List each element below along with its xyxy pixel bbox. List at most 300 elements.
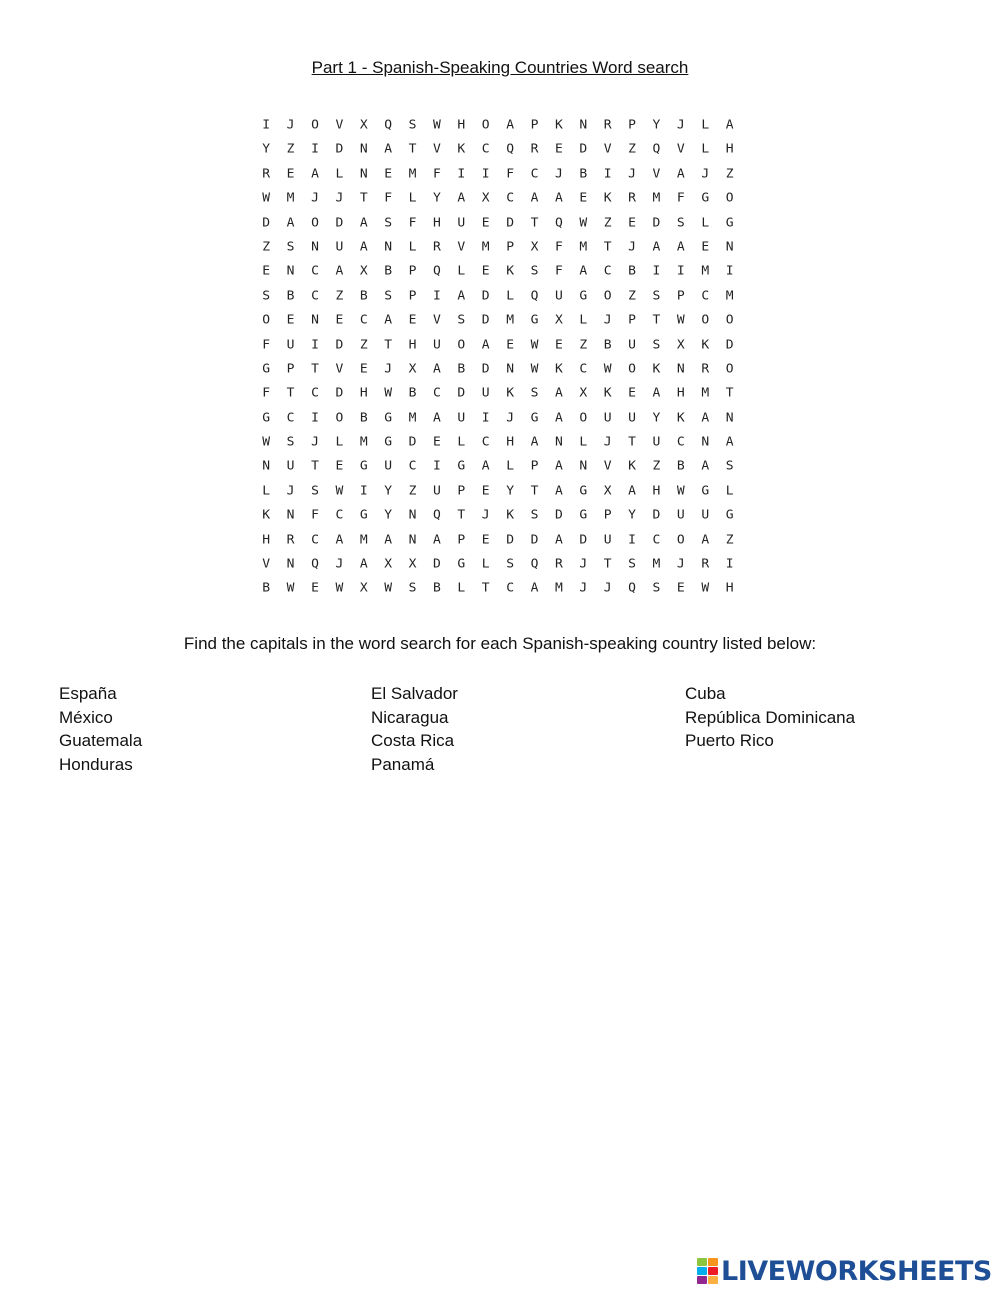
grid-letter: L xyxy=(725,484,734,498)
grid-letter: K xyxy=(262,508,271,523)
grid-letter: I xyxy=(262,118,271,133)
grid-letter: V xyxy=(676,142,685,157)
grid-letter: I xyxy=(481,167,490,181)
grid-letter: W xyxy=(676,484,685,498)
grid-letter: G xyxy=(701,484,710,498)
grid-letter: I xyxy=(652,264,661,279)
grid-letter: R xyxy=(554,557,563,572)
grid-letter: G xyxy=(579,508,588,523)
grid-letter: U xyxy=(433,337,441,352)
grid-letter: C xyxy=(335,508,344,523)
logo-block xyxy=(708,1276,718,1284)
grid-letter: I xyxy=(676,264,685,279)
grid-letter: I xyxy=(359,484,368,498)
grid-letter: L xyxy=(408,240,417,255)
grid-letter: H xyxy=(725,142,734,157)
grid-letter: J xyxy=(579,557,588,572)
grid-letter: A xyxy=(701,532,710,547)
grid-letter: O xyxy=(676,532,685,547)
grid-letter: C xyxy=(652,532,661,547)
grid-letter: N xyxy=(554,435,563,450)
grid-letter: A xyxy=(384,142,393,157)
grid-letter: C xyxy=(311,386,319,401)
grid-letter: D xyxy=(506,215,515,230)
grid-letter: G xyxy=(530,410,539,425)
grid-letter: W xyxy=(262,191,271,206)
grid-letter: S xyxy=(506,557,515,572)
grid-letter: A xyxy=(311,167,319,181)
grid-letter: F xyxy=(506,167,515,181)
grid-letter: H xyxy=(725,581,734,596)
grid-letter: K xyxy=(628,459,636,474)
grid-letter: A xyxy=(652,240,661,255)
grid-letter: M xyxy=(701,264,710,279)
grid-letter: A xyxy=(701,459,710,474)
grid-letter: G xyxy=(701,191,710,206)
grid-letter: A xyxy=(725,118,734,133)
grid-letter: U xyxy=(433,484,441,498)
grid-letter: E xyxy=(311,581,319,596)
grid-letter: A xyxy=(335,264,344,279)
country-item: Honduras xyxy=(59,754,133,774)
grid-letter: K xyxy=(652,362,661,376)
grid-letter: M xyxy=(359,435,368,450)
grid-letter: B xyxy=(359,289,368,303)
grid-letter: P xyxy=(676,289,685,303)
worksheet-title: Part 1 - Spanish-Speaking Countries Word search xyxy=(311,58,689,77)
grid-letter: J xyxy=(603,435,612,450)
grid-letter: C xyxy=(603,264,612,279)
grid-letter: W xyxy=(579,215,588,230)
grid-letter: Q xyxy=(554,215,563,230)
grid-letter: S xyxy=(652,337,661,352)
grid-letter: A xyxy=(457,289,466,303)
grid-letter: A xyxy=(359,215,368,230)
grid-letter: B xyxy=(433,581,441,596)
grid-letter: F xyxy=(554,264,563,279)
grid-letter: A xyxy=(554,410,563,425)
grid-letter: N xyxy=(286,557,295,572)
grid-letter: G xyxy=(725,508,734,523)
grid-letter: O xyxy=(725,191,734,206)
grid-letter: J xyxy=(628,240,636,255)
grid-letter: M xyxy=(725,289,734,303)
grid-letter: B xyxy=(286,289,295,303)
grid-letter: K xyxy=(506,508,515,523)
grid-letter: N xyxy=(725,410,734,425)
grid-letter: U xyxy=(628,410,636,425)
grid-letter: O xyxy=(701,313,710,328)
grid-letter: N xyxy=(408,532,417,547)
grid-letter: G xyxy=(384,435,393,450)
grid-letter: D xyxy=(335,386,344,401)
grid-letter: U xyxy=(603,410,612,425)
grid-letter: P xyxy=(530,118,539,133)
grid-letter: D xyxy=(579,142,588,157)
grid-letter: Y xyxy=(433,191,441,206)
grid-letter: S xyxy=(457,313,466,328)
grid-letter: H xyxy=(408,337,417,352)
grid-letter: D xyxy=(530,532,539,547)
grid-letter: O xyxy=(335,410,344,425)
grid-letter: G xyxy=(530,313,539,328)
grid-letter: W xyxy=(286,581,295,596)
grid-letter: A xyxy=(506,118,515,133)
grid-letter: Y xyxy=(652,118,661,133)
grid-letter: L xyxy=(506,459,515,474)
grid-letter: S xyxy=(262,289,271,303)
grid-letter: K xyxy=(603,386,612,401)
grid-letter: E xyxy=(286,313,295,328)
grid-letter: J xyxy=(506,410,515,425)
grid-letter: N xyxy=(725,240,734,255)
grid-letter: Z xyxy=(335,289,344,303)
grid-letter: F xyxy=(433,167,441,181)
country-item: Costa Rica xyxy=(371,731,455,750)
grid-letter: L xyxy=(506,289,515,303)
grid-letter: Z xyxy=(359,337,368,352)
grid-letter: G xyxy=(359,459,368,474)
grid-letter: A xyxy=(554,459,563,474)
grid-letter: G xyxy=(457,459,466,474)
grid-letter: V xyxy=(457,240,466,255)
grid-letter: N xyxy=(579,459,588,474)
country-column-3 xyxy=(685,682,855,753)
grid-letter: L xyxy=(457,581,466,596)
grid-letter: S xyxy=(384,289,393,303)
grid-letter: E xyxy=(554,142,563,157)
grid-letter: U xyxy=(628,337,636,352)
grid-letter: Q xyxy=(530,289,539,303)
grid-letter: Z xyxy=(725,167,734,181)
grid-letter: W xyxy=(384,386,393,401)
instructions: Find the capitals in the word search for each Spanish-speaking country listed below: xyxy=(183,634,817,653)
grid-letter: A xyxy=(530,435,539,450)
grid-letter: S xyxy=(384,215,393,230)
grid-letter: C xyxy=(506,581,515,596)
grid-letter: Y xyxy=(262,142,271,157)
logo-text: LIVEWORKSHEETS xyxy=(721,1255,992,1287)
grid-letter: Y xyxy=(652,410,661,425)
liveworksheets-logo xyxy=(697,1257,992,1285)
grid-letter: M xyxy=(286,191,295,206)
grid-letter: W xyxy=(530,362,539,376)
grid-letter: A xyxy=(554,484,563,498)
country-item: España xyxy=(59,684,117,703)
logo-block xyxy=(697,1267,707,1275)
grid-letter: Y xyxy=(384,484,393,498)
grid-letter: V xyxy=(603,142,612,157)
grid-letter: A xyxy=(335,532,344,547)
grid-letter: J xyxy=(579,581,588,596)
logo-block xyxy=(697,1276,707,1284)
grid-letter: V xyxy=(433,142,441,157)
country-item: Nicaragua xyxy=(371,707,449,727)
grid-letter: U xyxy=(603,532,612,547)
grid-letter: X xyxy=(579,386,588,401)
grid-letter: I xyxy=(311,410,319,425)
grid-letter: Z xyxy=(652,459,661,474)
grid-letter: E xyxy=(701,240,710,255)
grid-letter: B xyxy=(628,264,636,279)
grid-letter: U xyxy=(652,435,661,450)
grid-letter: L xyxy=(701,215,710,230)
grid-letter: K xyxy=(676,410,685,425)
grid-letter: B xyxy=(676,459,685,474)
grid-letter: E xyxy=(286,167,295,181)
grid-letter: J xyxy=(701,167,710,181)
grid-letter: E xyxy=(433,435,441,450)
grid-letter: S xyxy=(408,581,417,596)
grid-letter: I xyxy=(725,264,734,279)
grid-letter: J xyxy=(286,118,295,133)
grid-letter: Z xyxy=(603,215,612,230)
grid-letter: N xyxy=(311,313,319,328)
grid-letter: P xyxy=(603,508,612,523)
grid-letter: D xyxy=(579,532,588,547)
grid-letter: I xyxy=(457,167,466,181)
grid-letter: A xyxy=(628,484,636,498)
grid-letter: L xyxy=(457,264,466,279)
grid-letter: S xyxy=(676,215,685,230)
grid-letter: I xyxy=(603,167,612,181)
grid-letter: W xyxy=(384,581,393,596)
grid-letter: P xyxy=(628,118,636,133)
grid-letter: M xyxy=(408,167,417,181)
grid-letter: A xyxy=(701,410,710,425)
grid-letter: H xyxy=(359,386,368,401)
grid-letter: C xyxy=(481,142,490,157)
grid-letter: D xyxy=(554,508,563,523)
grid-letter: U xyxy=(384,459,393,474)
grid-letter: G xyxy=(457,557,466,572)
grid-letter: R xyxy=(262,167,271,181)
grid-letter: Z xyxy=(628,142,636,157)
grid-letter: B xyxy=(579,167,588,181)
grid-letter: I xyxy=(628,532,636,547)
logo-block xyxy=(708,1258,718,1266)
grid-letter: J xyxy=(628,167,636,181)
grid-letter: G xyxy=(262,410,271,425)
grid-letter: M xyxy=(408,410,417,425)
grid-letter: Z xyxy=(408,484,417,498)
grid-letter: M xyxy=(481,240,490,255)
grid-letter: D xyxy=(262,215,271,230)
grid-letter: N xyxy=(359,167,368,181)
grid-letter: U xyxy=(457,215,466,230)
grid-letter: G xyxy=(579,484,588,498)
grid-letter: X xyxy=(359,581,368,596)
grid-letter: D xyxy=(652,215,661,230)
grid-letter: O xyxy=(311,118,319,133)
grid-letter: E xyxy=(554,337,563,352)
grid-letter: T xyxy=(311,362,319,376)
grid-letter: F xyxy=(311,508,319,523)
grid-letter: I xyxy=(433,289,441,303)
grid-letter: I xyxy=(481,410,490,425)
grid-letter: E xyxy=(481,484,490,498)
grid-letter: S xyxy=(286,435,295,450)
grid-letter: S xyxy=(286,240,295,255)
grid-letter: N xyxy=(408,508,417,523)
grid-letter: Z xyxy=(725,532,734,547)
grid-letter: P xyxy=(408,289,417,303)
grid-letter: S xyxy=(725,459,734,474)
grid-letter: O xyxy=(579,410,588,425)
grid-letter: Z xyxy=(579,337,588,352)
grid-letter: E xyxy=(628,386,636,401)
grid-letter: X xyxy=(603,484,612,498)
grid-letter: C xyxy=(506,191,515,206)
country-item: Panamá xyxy=(371,754,435,774)
grid-letter: D xyxy=(457,386,466,401)
grid-letter: Y xyxy=(384,508,393,523)
grid-letter: S xyxy=(311,484,319,498)
grid-letter: P xyxy=(457,484,466,498)
grid-letter: T xyxy=(603,240,612,255)
grid-letter: A xyxy=(359,240,368,255)
grid-letter: Z xyxy=(628,289,636,303)
grid-letter: J xyxy=(286,484,295,498)
grid-letter: N xyxy=(359,142,368,157)
grid-letter: T xyxy=(725,386,734,401)
grid-letter: C xyxy=(286,410,295,425)
grid-letter: M xyxy=(579,240,588,255)
country-item: Guatemala xyxy=(59,731,143,750)
grid-letter: T xyxy=(286,386,295,401)
grid-letter: D xyxy=(433,557,441,572)
grid-letter: C xyxy=(481,435,490,450)
grid-letter: L xyxy=(262,484,271,498)
grid-letter: L xyxy=(408,191,417,206)
grid-letter: L xyxy=(701,118,710,133)
grid-letter: A xyxy=(676,167,685,181)
grid-letter: E xyxy=(481,532,490,547)
grid-letter: C xyxy=(311,289,319,303)
grid-letter: P xyxy=(457,532,466,547)
grid-letter: B xyxy=(457,362,466,376)
grid-letter: M xyxy=(701,386,710,401)
grid-letter: W xyxy=(676,313,685,328)
grid-letter: A xyxy=(481,337,490,352)
grid-letter: X xyxy=(408,557,417,572)
grid-letter: J xyxy=(603,313,612,328)
grid-letter: O xyxy=(481,118,490,133)
grid-letter: A xyxy=(725,435,734,450)
grid-letter: R xyxy=(530,142,539,157)
grid-letter: X xyxy=(554,313,563,328)
grid-letter: P xyxy=(408,264,417,279)
grid-letter: T xyxy=(481,581,490,596)
grid-letter: R xyxy=(701,362,710,376)
grid-letter: A xyxy=(652,386,661,401)
grid-letter: M xyxy=(359,532,368,547)
grid-letter: N xyxy=(506,362,515,376)
grid-letter: E xyxy=(335,313,344,328)
grid-letter: E xyxy=(408,313,417,328)
grid-letter: Z xyxy=(262,240,271,255)
country-item: El Salvador xyxy=(371,684,458,703)
grid-letter: A xyxy=(676,240,685,255)
grid-letter: E xyxy=(481,215,490,230)
grid-letter: T xyxy=(311,459,319,474)
grid-letter: A xyxy=(457,191,466,206)
grid-letter: O xyxy=(311,215,319,230)
country-item: Cuba xyxy=(685,684,726,703)
grid-letter: X xyxy=(359,264,368,279)
grid-letter: N xyxy=(579,118,588,133)
grid-letter: I xyxy=(725,557,734,572)
grid-letter: M xyxy=(506,313,515,328)
grid-letter: L xyxy=(335,167,344,181)
grid-letter: U xyxy=(481,386,490,401)
grid-letter: U xyxy=(286,459,295,474)
logo-block xyxy=(708,1267,718,1275)
grid-letter: X xyxy=(408,362,417,376)
grid-letter: K xyxy=(506,386,515,401)
grid-letter: R xyxy=(433,240,441,255)
grid-letter: W xyxy=(530,337,539,352)
grid-letter: Q xyxy=(628,581,636,596)
grid-letter: T xyxy=(457,508,466,523)
grid-letter: D xyxy=(506,532,515,547)
grid-letter: G xyxy=(579,289,588,303)
grid-letter: O xyxy=(262,313,271,328)
grid-letter: X xyxy=(384,557,393,572)
grid-letter: V xyxy=(335,362,344,376)
grid-letter: F xyxy=(262,337,271,352)
grid-letter: H xyxy=(676,386,685,401)
grid-letter: A xyxy=(433,410,441,425)
grid-letter: U xyxy=(676,508,685,523)
grid-letter: C xyxy=(408,459,417,474)
grid-letter: D xyxy=(481,289,490,303)
grid-letter: H xyxy=(262,532,271,547)
grid-letter: R xyxy=(286,532,295,547)
grid-letter: N xyxy=(676,362,685,376)
grid-letter: K xyxy=(506,264,515,279)
grid-letter: Q xyxy=(384,118,393,133)
grid-letter: H xyxy=(457,118,466,133)
grid-letter: O xyxy=(725,313,734,328)
grid-letter: W xyxy=(433,118,441,133)
grid-letter: F xyxy=(384,191,393,206)
grid-letter: Q xyxy=(506,142,515,157)
country-item: Puerto Rico xyxy=(685,731,774,750)
grid-letter: D xyxy=(481,313,490,328)
grid-letter: D xyxy=(481,362,490,376)
country-item: República Dominicana xyxy=(685,707,856,727)
grid-letter: D xyxy=(725,337,734,352)
grid-letter: W xyxy=(262,435,271,450)
grid-letter: K xyxy=(457,142,466,157)
grid-letter: G xyxy=(359,508,368,523)
grid-letter: E xyxy=(384,167,393,181)
grid-letter: Y xyxy=(506,484,515,498)
grid-letter: N xyxy=(286,508,295,523)
grid-letter: V xyxy=(603,459,612,474)
grid-letter: T xyxy=(628,435,636,450)
grid-letter: W xyxy=(603,362,612,376)
grid-letter: D xyxy=(335,215,344,230)
grid-letter: G xyxy=(384,410,393,425)
grid-letter: L xyxy=(579,313,588,328)
grid-letter: B xyxy=(262,581,271,596)
grid-letter: V xyxy=(262,557,271,572)
grid-letter: O xyxy=(725,362,734,376)
grid-letter: V xyxy=(433,313,441,328)
grid-letter: L xyxy=(481,557,490,572)
